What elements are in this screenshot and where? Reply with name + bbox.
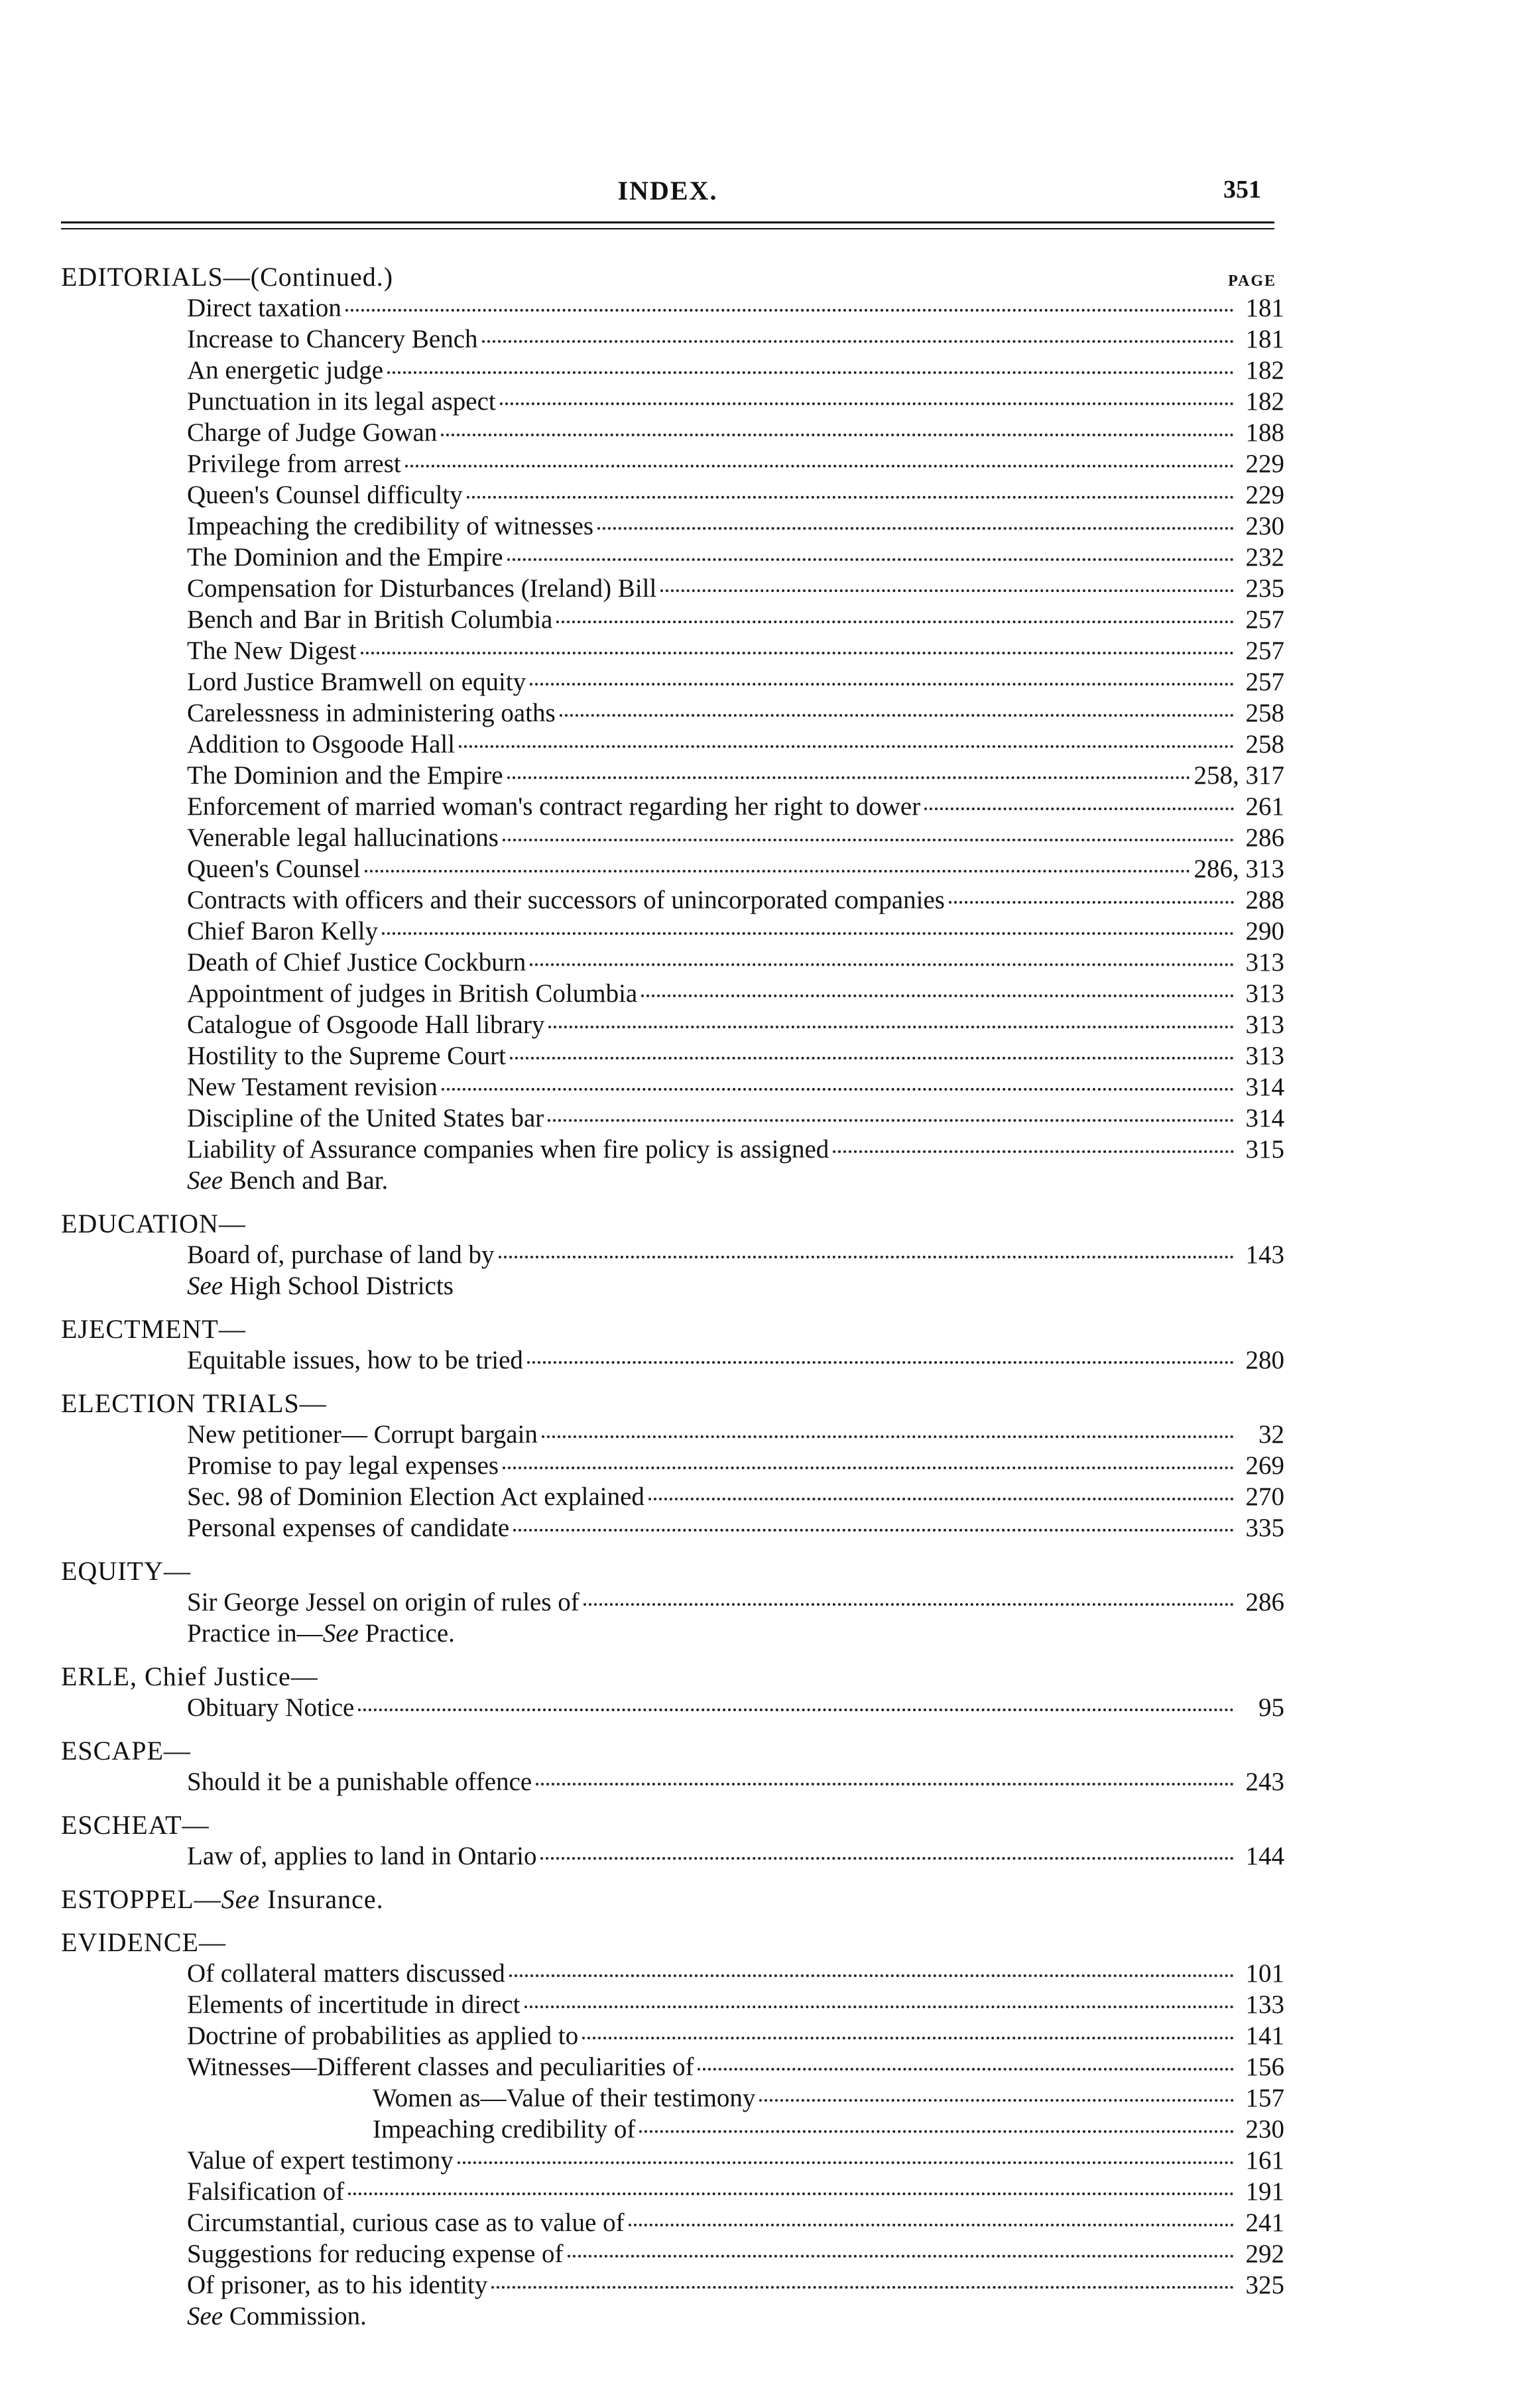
index-entry — [187, 697, 1291, 729]
index-entry — [187, 292, 1291, 324]
dot-leader — [597, 527, 1234, 530]
index-entry — [187, 1481, 1291, 1512]
entry-text: An energetic judge — [187, 356, 384, 385]
dot-leader — [442, 1088, 1234, 1091]
dot-leader — [530, 963, 1234, 966]
index-section — [61, 1927, 1291, 2332]
index-entry — [187, 2176, 1291, 2207]
entry-text: Liability of Assurance companies when fire policy is assigned — [187, 1135, 829, 1164]
dot-leader — [499, 1256, 1234, 1258]
dot-leader — [548, 1119, 1234, 1122]
dot-leader — [382, 932, 1234, 935]
dot-leader — [467, 496, 1234, 499]
index-entry — [373, 2082, 1291, 2114]
section-heading-text: EDUCATION— — [61, 1209, 246, 1238]
index-section — [61, 1884, 1291, 1915]
index-entry — [187, 978, 1291, 1009]
entry-text: Appointment of judges in British Columbia — [187, 979, 638, 1008]
entry-page-number: 191 — [1245, 2177, 1284, 2206]
entry-page-number: 286 — [1245, 823, 1284, 852]
entry-page-number: 269 — [1245, 1451, 1284, 1480]
note-prefix: Practice in— — [187, 1619, 323, 1648]
dot-leader — [542, 1435, 1234, 1438]
index-entry — [187, 604, 1291, 635]
entry-text: Women as—Value of their testimony — [373, 2084, 756, 2112]
entry-text: Charge of Judge Gowan — [187, 418, 438, 447]
entry-page-number: 257 — [1245, 668, 1284, 696]
see-also-note — [187, 2301, 1291, 2332]
index-entry — [187, 635, 1291, 666]
entry-page-number: 258, 317 — [1193, 761, 1284, 790]
entry-page-number: 313 — [1245, 1042, 1284, 1070]
dot-leader — [459, 745, 1234, 748]
entry-text: Falsification of — [187, 2177, 345, 2206]
entry-text: Sec. 98 of Dominion Election Act explained — [187, 1482, 644, 1511]
heading-prefix: ESTOPPEL— — [61, 1884, 221, 1914]
entry-text: Queen's Counsel — [187, 855, 361, 883]
dot-leader — [629, 2224, 1234, 2226]
entry-page-number: 133 — [1245, 1990, 1284, 2019]
entry-text: Hostility to the Supreme Court — [187, 1042, 506, 1070]
dot-leader — [503, 1467, 1234, 1469]
dot-leader — [458, 2161, 1234, 2164]
entry-page-number: 181 — [1245, 294, 1284, 322]
index-entry — [187, 2238, 1291, 2269]
index-entry — [187, 542, 1291, 573]
dot-leader — [698, 2068, 1234, 2071]
index-section — [61, 1555, 1291, 1649]
entry-text: Obituary Notice — [187, 1693, 355, 1722]
index-entry — [187, 1009, 1291, 1040]
entry-text: Promise to pay legal expenses — [187, 1451, 499, 1480]
entry-text: Increase to Chancery Bench — [187, 325, 478, 353]
dot-leader — [833, 1150, 1234, 1153]
index-section — [61, 1208, 1291, 1301]
dot-leader — [639, 2130, 1234, 2133]
dot-leader — [540, 1857, 1234, 1860]
entry-page-number: 288 — [1245, 886, 1284, 914]
dot-leader — [660, 589, 1234, 592]
entry-page-number: 156 — [1245, 2053, 1284, 2081]
dot-leader — [949, 901, 1234, 904]
section-heading — [61, 1884, 1291, 1915]
page-number: 351 — [1223, 176, 1261, 204]
index-entry — [187, 760, 1291, 791]
entry-text: Venerable legal hallucinations — [187, 823, 499, 852]
entry-text: Of collateral matters discussed — [187, 1959, 505, 1988]
entry-page-number: 315 — [1245, 1135, 1284, 1164]
dot-leader — [365, 870, 1190, 873]
index-entry — [187, 448, 1291, 479]
dot-leader — [348, 2193, 1234, 2195]
entry-page-number: 229 — [1245, 481, 1284, 509]
index-entry — [187, 1512, 1291, 1543]
dot-leader — [491, 2286, 1234, 2289]
index-section — [61, 261, 1291, 1196]
see-also-note — [187, 1270, 1291, 1301]
see-reference: See — [322, 1619, 359, 1648]
header-rule-top — [61, 221, 1274, 223]
dot-leader — [387, 371, 1234, 374]
page-title: INDEX. — [617, 176, 718, 206]
entry-page-number: 313 — [1245, 948, 1284, 977]
index-entry — [187, 2051, 1291, 2082]
entry-page-number: 230 — [1245, 2115, 1284, 2143]
page-column-label: PAGE — [1228, 272, 1276, 290]
section-heading — [61, 1208, 1291, 1239]
section-heading — [61, 1661, 1291, 1692]
section-heading — [61, 1809, 1291, 1840]
index-entry — [187, 1134, 1291, 1165]
entry-page-number: 141 — [1245, 2021, 1284, 2050]
see-target: Insurance. — [260, 1884, 384, 1914]
index-entry — [187, 822, 1291, 853]
section-heading-text: EJECTMENT— — [61, 1314, 246, 1344]
index-entry — [187, 791, 1291, 822]
section-heading-text: EDITORIALS—(Continued.) — [61, 262, 394, 292]
dot-leader — [482, 340, 1234, 343]
entry-text: Doctrine of probabilities as applied to — [187, 2021, 579, 2050]
dot-leader — [530, 683, 1234, 686]
entry-page-number: 32 — [1258, 1420, 1284, 1449]
entry-page-number: 230 — [1245, 512, 1284, 540]
index-entry — [187, 1239, 1291, 1270]
see-also-note — [187, 1618, 1291, 1649]
dot-leader — [548, 1026, 1234, 1028]
index-entry — [187, 2145, 1291, 2176]
see-target: Practice. — [358, 1619, 455, 1648]
see-target: Bench and Bar. — [223, 1166, 389, 1195]
entry-page-number: 188 — [1245, 418, 1284, 447]
entry-text: Addition to Osgoode Hall — [187, 730, 456, 758]
index-entry — [187, 386, 1291, 417]
dot-leader — [509, 1974, 1234, 1977]
entry-text: New Testament revision — [187, 1073, 438, 1101]
entry-text: Suggestions for reducing expense of — [187, 2240, 564, 2268]
see-reference: See — [187, 1272, 223, 1300]
entry-text: Elements of incertitude in direct — [187, 1990, 520, 2019]
index-entry — [187, 1071, 1291, 1103]
index-section — [61, 1313, 1291, 1376]
see-reference: See — [187, 2302, 223, 2330]
entry-page-number: 280 — [1245, 1346, 1284, 1374]
dot-leader — [759, 2099, 1234, 2102]
entry-page-number: 181 — [1245, 325, 1284, 353]
entry-page-number: 232 — [1245, 543, 1284, 572]
entry-page-number: 229 — [1245, 450, 1284, 478]
entry-text: Impeaching the credibility of witnesses — [187, 512, 593, 540]
section-heading-text: ESCHEAT— — [61, 1810, 210, 1840]
header-rule-bottom — [61, 228, 1274, 229]
index-entry — [187, 1345, 1291, 1376]
index-entry — [187, 1989, 1291, 2020]
entry-page-number: 144 — [1245, 1842, 1284, 1870]
index-entry — [187, 1587, 1291, 1618]
entry-text: Personal expenses of candidate — [187, 1514, 510, 1542]
page-header — [61, 171, 1274, 211]
index-entry — [187, 1450, 1291, 1481]
index-entry — [187, 729, 1291, 760]
dot-leader — [441, 434, 1234, 436]
index-entry — [187, 324, 1291, 355]
entry-page-number: 292 — [1245, 2240, 1284, 2268]
index-entry — [187, 1040, 1291, 1071]
index-entry — [187, 573, 1291, 604]
entry-page-number: 290 — [1245, 917, 1284, 945]
entry-text: Should it be a punishable offence — [187, 1768, 532, 1796]
entry-page-number: 241 — [1245, 2208, 1284, 2237]
index-entry — [187, 853, 1291, 884]
dot-leader — [536, 1783, 1234, 1785]
entry-text: Carelessness in administering oaths — [187, 699, 556, 727]
dot-leader — [524, 2006, 1235, 2008]
entry-text: Contracts with officers and their successors of unincorporated companies — [187, 886, 945, 914]
index-entry — [187, 1419, 1291, 1450]
index-entry — [187, 884, 1291, 916]
index-entry — [187, 1958, 1291, 1989]
entry-text: Discipline of the United States bar — [187, 1104, 544, 1132]
entry-text: Circumstantial, curious case as to value of — [187, 2208, 625, 2237]
entry-page-number: 257 — [1245, 605, 1284, 634]
index-entry — [187, 1103, 1291, 1134]
dot-leader — [924, 808, 1234, 810]
dot-leader — [358, 1709, 1234, 1711]
section-heading-text: EVIDENCE— — [61, 1927, 226, 1957]
section-heading-text: ERLE, Chief Justice— — [61, 1661, 318, 1691]
dot-leader — [583, 1603, 1234, 1606]
dot-leader — [527, 1361, 1234, 1364]
section-heading — [61, 1927, 1291, 1958]
see-reference: See — [221, 1884, 261, 1914]
index-section — [61, 1735, 1291, 1797]
index-entry — [187, 355, 1291, 386]
entry-text: Compensation for Disturbances (Ireland) Bill — [187, 574, 657, 603]
dot-leader — [500, 402, 1234, 405]
dot-leader — [345, 309, 1234, 312]
index-entry — [187, 417, 1291, 448]
index-entry — [187, 2207, 1291, 2238]
dot-leader — [405, 465, 1234, 467]
dot-leader — [582, 2037, 1234, 2039]
entry-page-number: 325 — [1245, 2271, 1284, 2299]
entry-text: Queen's Counsel difficulty — [187, 481, 463, 509]
section-heading — [61, 1388, 1291, 1419]
entry-page-number: 95 — [1258, 1693, 1284, 1722]
entry-page-number: 335 — [1245, 1514, 1284, 1542]
dot-leader — [507, 558, 1234, 561]
entry-page-number: 313 — [1245, 1010, 1284, 1039]
entry-page-number: 143 — [1245, 1240, 1284, 1269]
dot-leader — [503, 839, 1234, 841]
index-section — [61, 1809, 1291, 1872]
section-heading-text: EQUITY— — [61, 1556, 191, 1586]
dot-leader — [560, 714, 1234, 717]
dot-leader — [641, 994, 1234, 997]
dot-leader — [507, 776, 1190, 779]
index-entry — [187, 479, 1291, 511]
entry-page-number: 157 — [1245, 2084, 1284, 2112]
section-heading — [61, 1735, 1291, 1766]
section-heading-text: ESCAPE— — [61, 1736, 191, 1766]
entry-text: The New Digest — [187, 636, 357, 665]
entry-text: Of prisoner, as to his identity — [187, 2271, 488, 2299]
entry-text: Impeaching credibility of — [373, 2115, 636, 2143]
entry-page-number: 286, 313 — [1193, 855, 1284, 883]
entry-page-number: 314 — [1245, 1073, 1284, 1101]
dot-leader — [556, 621, 1234, 623]
entry-text: Death of Chief Justice Cockburn — [187, 948, 526, 977]
entry-text: Law of, applies to land in Ontario — [187, 1842, 537, 1870]
section-heading — [61, 261, 1291, 292]
entry-text: Lord Justice Bramwell on equity — [187, 668, 526, 696]
entry-text: New petitioner— Corrupt bargain — [187, 1420, 538, 1449]
entry-page-number: 257 — [1245, 636, 1284, 665]
index-section — [61, 1388, 1291, 1543]
index-entry — [373, 2114, 1291, 2145]
dot-leader — [568, 2255, 1234, 2258]
entry-text: Punctuation in its legal aspect — [187, 387, 496, 416]
see-also-note — [187, 1165, 1291, 1196]
entry-text: Equitable issues, how to be tried — [187, 1346, 523, 1374]
entry-text: Sir George Jessel on origin of rules of — [187, 1588, 580, 1616]
see-target: Commission. — [223, 2302, 367, 2330]
index-content — [61, 261, 1291, 2344]
entry-text: Chief Baron Kelly — [187, 917, 379, 945]
entry-page-number: 182 — [1245, 387, 1284, 416]
entry-text: Witnesses—Different classes and peculiarities of — [187, 2053, 694, 2081]
dot-leader — [513, 1529, 1234, 1532]
entry-text: Enforcement of married woman's contract regarding her right to dower — [187, 792, 921, 821]
entry-page-number: 313 — [1245, 979, 1284, 1008]
see-reference: See — [187, 1166, 223, 1195]
entry-page-number: 235 — [1245, 574, 1284, 603]
entry-page-number: 101 — [1245, 1959, 1284, 1988]
dot-leader — [648, 1498, 1234, 1500]
entry-text: The Dominion and the Empire — [187, 543, 503, 572]
index-entry — [187, 1766, 1291, 1797]
dot-leader — [510, 1057, 1234, 1059]
index-entry — [187, 947, 1291, 978]
entry-page-number: 270 — [1245, 1482, 1284, 1511]
index-entry — [187, 511, 1291, 542]
index-entry — [187, 1692, 1291, 1723]
entry-page-number: 182 — [1245, 356, 1284, 385]
see-target: High School Districts — [223, 1272, 454, 1300]
section-heading-text: ELECTION TRIALS— — [61, 1388, 327, 1418]
section-heading — [61, 1313, 1291, 1345]
entry-text: Privilege from arrest — [187, 450, 401, 478]
entry-page-number: 261 — [1245, 792, 1284, 821]
dot-leader — [361, 652, 1234, 654]
entry-text: Value of expert testimony — [187, 2146, 454, 2175]
section-heading-text — [61, 1884, 384, 1915]
index-entry — [187, 2269, 1291, 2301]
index-section — [61, 1661, 1291, 1723]
entry-page-number: 286 — [1245, 1588, 1284, 1616]
index-entry — [187, 2020, 1291, 2051]
entry-text: Bench and Bar in British Columbia — [187, 605, 553, 634]
index-entry — [187, 916, 1291, 947]
entry-text: Direct taxation — [187, 294, 341, 322]
index-entry — [187, 666, 1291, 697]
section-heading — [61, 1555, 1291, 1587]
entry-text: Board of, purchase of land by — [187, 1240, 495, 1269]
entry-page-number: 258 — [1245, 730, 1284, 758]
entry-page-number: 258 — [1245, 699, 1284, 727]
entry-text: Catalogue of Osgoode Hall library — [187, 1010, 545, 1039]
entry-page-number: 314 — [1245, 1104, 1284, 1132]
entry-text: The Dominion and the Empire — [187, 761, 503, 790]
index-entry — [187, 1840, 1291, 1872]
entry-page-number: 161 — [1245, 2146, 1284, 2175]
entry-page-number: 243 — [1245, 1768, 1284, 1796]
